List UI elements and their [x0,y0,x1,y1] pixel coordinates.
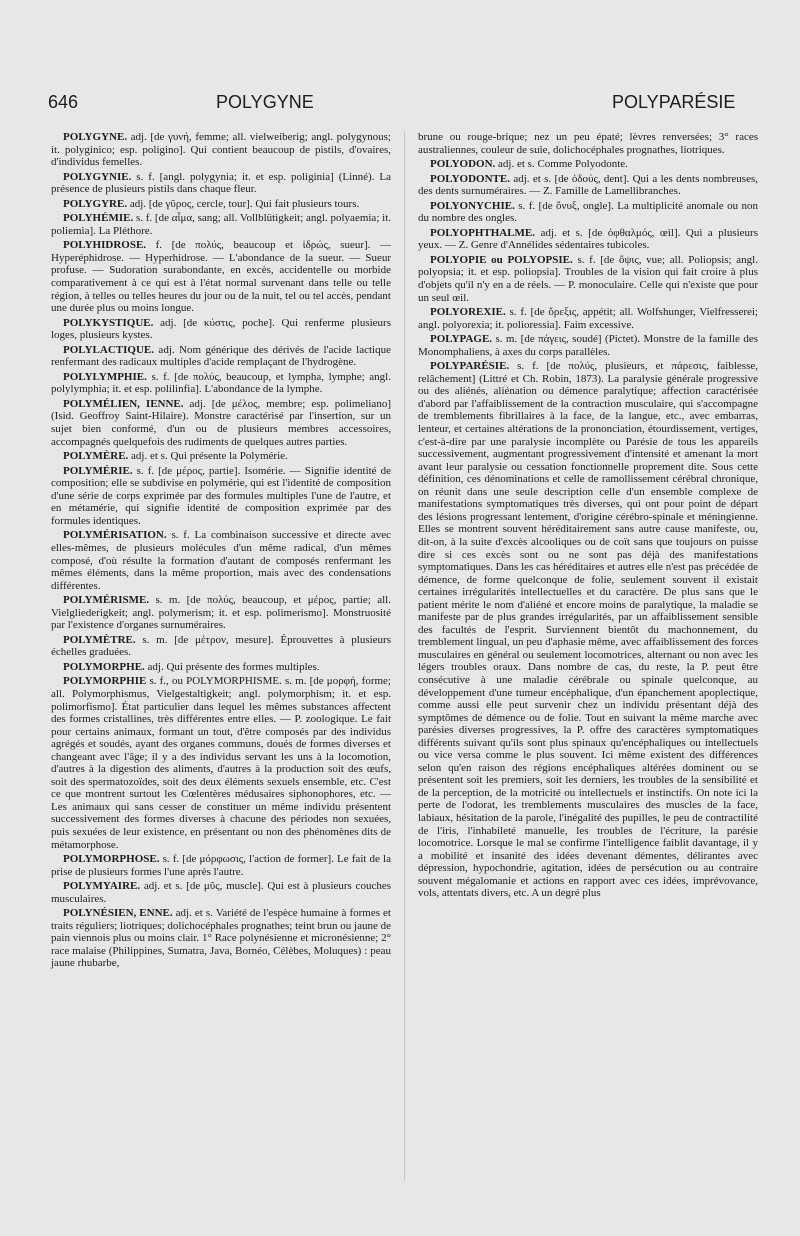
page-number: 646 [48,92,79,112]
entry-definition: adj. et s. Qui présente la Polymérie. [128,450,288,463]
entry-headword: POLYLYMPHIE. [63,370,147,383]
entry-headword: POLYMÈTRE. [63,633,136,646]
entry-definition: brune ou rouge-brique; nez un peu épaté; lèvres renversées; 3° races australiennes, couleur de suie, dolichocéphales prognathes, liotriques. [418,131,758,156]
dictionary-entry [418,333,758,358]
left-column [51,131,391,972]
dictionary-entry [51,634,391,659]
entry-headword: POLYMÉLIEN, IENNE. [63,397,184,410]
dictionary-entry [51,465,391,528]
entry-headword: POLYGYRE. [63,197,128,210]
entry-headword: POLYONYCHIE. [430,199,515,212]
entry-definition: s. m. [de πολύς, beaucoup, et μέρος, partie; all. Vielgliederigkeit; angl. polymerism; it. et esp. polimerismo]. Monstruosité par l'existence d'organes surnuméraires. [51,594,391,632]
entry-definition: adj. et s. Variété de l'espèce humaine à formes et traits réguliers; liotriques; dolichocéphales prognathes; teint brun ou jaune de pain viennois plus ou moins clair. 1° Race polynésienne et micronésienne; 2° race malaise (Philippines, Sumatra, Java, Bornéo, Célèbes, Moluques) : peau jaune rhubarbe, [51,907,391,970]
dictionary-entry [51,344,391,369]
column-gutter [404,131,405,1181]
entry-headword: POLYMYAIRE. [63,880,141,893]
entry-definition: s. f., ou POLYMORPHISME. s. m. [de μορφή, forme; all. Polymorphismus, Vielgestaltigkeit; angl. polymorphism; it. et esp. polimorfismo]. État particulier dans lequel les mêmes substances affectent des formes cristallines, très différentes entre elles. — P. zoologique. Le fait pour certains animaux, formant un tout, d'être composés par des individus agrégés et soudés, ayant des organes communs, doués de formes diverses et changeant avec l'âge; il y a des individus servant les uns à la locomotion, d'autres à la digestion des aliments, d'autres à la production soit des œufs, soit des spermatozoïdes, soit des deux éléments sexuels ensemble, etc. C'est ce que montrent surtout les Cœlentères médusaires siphonophores, etc. — Les animaux qui sans cesser de constituer un même individu présentent successivement des formes diverses à chacune des périodes non sexuées, puis sexuées de leur existence, en présentant ou non des phénomènes dits de métamorphose. [51,675,391,851]
entry-definition: s. f. [de μέρος, partie]. Isomérie. — Signifie identité de composition; elle se subdivise en polymérie, qui est l'identité de composition d'une série de corps exprimée par des formules multiples l'une de l'autre, et en métamérie, qui signifie identité de composition exprimée par des formules identiques. [51,464,391,527]
entry-definition: s. f. [de πολύς, beaucoup, et lympha, lymphe; angl. polylymphia; it. et esp. polilinfia]. L'abondance de la lymphe. [51,370,391,396]
running-head-right: POLYPARÉSIE [612,92,736,112]
dictionary-entry [51,212,391,237]
entry-definition: adj. [de γῦρος, cercle, tour]. Qui fait plusieurs tours. [127,197,360,210]
entry-definition: s. f. La combinaison successive et directe avec elles-mêmes, de plusieurs molécules d'un même radical, d'un mêmes composé, d'où résulte la formation d'autant de composés renfermant les mêmes éléments, dans la même proportion, mais avec des condensations différentes. [51,529,391,592]
dictionary-entry [418,158,758,171]
entry-headword: POLYOPHTHALME. [430,226,536,239]
entry-definition: adj. et s. [de μῦς, muscle]. Qui est à plusieurs couches musculaires. [51,880,391,905]
dictionary-entry [51,371,391,396]
entry-headword: POLYMORPHIE [63,675,147,688]
page-header [0,92,800,116]
dictionary-entry [51,131,391,169]
dictionary-entry [418,131,758,156]
entry-headword: POLYMORPHOSE. [63,853,160,866]
entry-headword: POLYMÉRISATION. [63,529,167,542]
dictionary-entry [51,198,391,211]
dictionary-entry [51,880,391,905]
dictionary-entry [418,173,758,198]
entry-headword: POLYNÉSIEN, ENNE. [63,907,173,920]
entry-definition: s. m. [de μέτρον, mesure]. Éprouvettes à plusieurs échelles graduées. [51,633,391,659]
entry-definition: s. f. [angl. polygynia; it. et esp. poliginia] (Linné). La présence de plusieurs pistils dans chaque fleur. [51,170,391,196]
entry-definition: adj. et s. Comme Polyodonte. [495,158,628,171]
entry-headword: POLYPARÉSIE. [430,360,510,373]
entry-headword: POLYHÉMIE. [63,212,134,225]
entry-definition: f. [de πολύς, beaucoup et ἱδρώς, sueur]. — Hyperéphidrose. — Hyperhidrose. — L'abondance de la sueur. — Sueur profuse. — Sudoration surabondante, en excès, accidentelle ou morbide comparativement à ce qui est à l'état normal survenant dans telle ou telle région, à telles ou telles heures du jour ou de la nuit, tel ou tel accès, pendant une durée plus ou moins longue. [51,239,391,315]
dictionary-entry [51,450,391,463]
entry-headword: POLYLACTIQUE. [63,343,154,356]
entry-definition: adj. [de κύστις, poche]. Qui renferme plusieurs loges, plusieurs kystes. [51,316,391,342]
entry-headword: POLYMÉRISME. [63,594,150,607]
dictionary-entry [51,317,391,342]
entry-definition: s. f. [de μόρφωσις, l'action de former]. Le fait de la prise de plusieurs formes l'une après l'autre. [51,853,391,878]
entry-definition: s. f. [de ὄνυξ, ongle]. La multiplicité anomale ou non du nombre des ongles. [418,199,758,225]
dictionary-entry [418,360,758,900]
entry-definition: s. f. [de πολύς, plusieurs, et πάρεσις, faiblesse, relâchement] (Littré et Ch. Robin, 1873). La paralysie générale progressive ou des aliénés, aliénation ou démence paralytique; affection caractérisée d'abord par l'affaiblissement de la contraction musculaire, qui s'accompagne de tremblements fibrillaires à la face, de la langue, etc., avec embarras, lenteur, et certaines altérations de la prononciation, étourdissement, vertiges, c'est-à-dire par une paralysie incomplète ou Parésie de tous les appareils successivement, augmentant progressivement d'intensité et amenant la mort avant leur paralysie ou cessation fonctionnelle proprement dite. Sous cette définition, ces dénominations et celle de ramollissement cérébral chronique, on réunit dans une seule description celle d'un ensemble complexe de manifestations symptomatiques très diverses, qui ont pour point de départ des lésions progressant lentement, d'origine cérébro-spinale et méningienne. Elles se montrent souvent héréditairement sans autre cause manifeste, ou, dit-on, à la suite d'excès alcooliques ou de coït sans que toujours on puisse dire si ces excès sont ou ne sont pas déjà des manifestations symptomatiques. Dans les cas héréditaires et autres elle n'est pas précédée de démence, de forme quelconque de folie, seulement souvent il existait certaines irrégularités intellectuelles et du caractère. De plus sans que le patient mérite le nom d'aliéné et encore moins de paralytique, la maladie se manifeste par de plus grandes irrégularités, par un affaiblissement sensible des facultés de l'esprit. Surviennent bientôt du machonnement, du tremblement lingual, un peu d'aphasie même, avec affaiblissement des forces musculaires en général ou seulement locomotrices, alternant ou non avec les légers troubles oraux. Dans nombre de cas, du reste, la P. peut être consécutive à une maladie cérébrale ou spinale quelconque, au développement d'une tumeur encéphalique, d'un épanchement apoplectique, comme aussi elle peut survenir chez un individu présentant déjà des symptômes de démence ou de folie. Tout en suivant la même marche avec parésies diverses progressives, la P. offre des caractères symptomatiques différents suivant qu'ils sont plus spinaux qu'encéphaliques ou intellectuels ou vice versa comme le plus souvent. Ici même existent des différences selon qu'en raison des régions encéphaliques altérées dominent ou se présentent soit les premiers, soit les derniers, les troubles de la sensibilité et de la perception, de la motricité ou intellectuels et instinctifs. On note ici la perte de l'odorat, les tremblements musculaires des muscles de la face, labiaux, hésitation de la parole, l'inégalité des pupilles, le peu de contractilité de l'iris, l'inhabileté manuelle, les troubles de l'écriture, la parésie locomotrice. Lorsque le mal se confirme l'intelligence faiblit davantage, il y a mobilité et insanité des idées devenant démentes, délirantes avec dépression, hypochondrie, agitation, idées de persécution ou au contraire souvent mégalomanie et actions en rapport avec ces idées, imprévovance, vols, attentats divers, etc. A un degré plus [418,360,758,900]
dictionary-entry [418,306,758,331]
entry-headword: POLYPAGE. [430,333,493,346]
entry-headword: POLYODON. [430,158,496,171]
dictionary-entry [51,594,391,632]
entry-headword: POLYMÉRIE. [63,464,133,477]
dictionary-entry [51,171,391,196]
entry-definition: adj. [de μέλος, membre; esp. polimeliano] (Isid. Geoffroy Saint-Hilaire). Monstre caractérisé par l'insertion, sur un sujet bien conformé, d'un ou de plusieurs membres accessoires, accompagnés quelquefois des rudiments de quelques autres parties. [51,397,391,448]
dictionary-entry [51,907,391,970]
entry-definition: adj. et s. [de ὀφθαλμός, œil]. Qui a plusieurs yeux. — Z. Genre d'Annélides sédentaires tubicoles. [418,226,758,252]
entry-definition: adj. Nom générique des dérivés de l'acide lactique renfermant des radicaux multiples d'acide remplaçant de l'hydrogène. [51,343,391,369]
entry-headword: POLYHIDROSE. [63,239,147,252]
entry-definition: adj. et s. [de ὀδούς, dent]. Qui a les dents nombreuses, des dents surnuméraires. — Z. Famille de Lamellibranches. [418,172,758,198]
right-column [418,131,758,902]
entry-definition: adj. Qui présente des formes multiples. [144,660,320,673]
dictionary-entry [51,529,391,592]
dictionary-entry [51,239,391,314]
dictionary-entry [51,853,391,878]
entry-headword: POLYKYSTIQUE. [63,316,154,329]
entry-definition: s. m. [de πάγεις, soudé] (Pictet). Monstre de la famille des Monomphaliens, à axes du corps parallèles. [418,333,758,358]
dictionary-entry [418,227,758,252]
entry-headword: POLYGYNE. [63,131,128,143]
dictionary-entry [51,661,391,674]
entry-headword: POLYOPIE ou POLYOPSIE. [430,253,573,266]
running-head-left: POLYGYNE [216,92,314,112]
dictionary-entry [418,200,758,225]
entry-headword: POLYMÈRE. [63,450,129,463]
entry-headword: POLYGYNIE. [63,170,132,183]
entry-definition: s. f. [de ὄρεξις, appétit; all. Wolfshunger, Vielfresserei; angl. polyorexia; it. polioressia]. Faim excessive. [418,306,758,331]
entry-headword: POLYMORPHE. [63,660,145,673]
entry-headword: POLYODONTE. [430,172,510,185]
dictionary-entry [51,675,391,851]
entry-definition: s. f. [de ὄψις, vue; all. Poliopsis; angl. polyopsia; it. et esp. poliopsia]. Troubles de la vision qui fait croire à plus d'objets qu'il n'y en a de réels. — P. monoculaire. Celle qui n'existe que pour un seul œil. [418,253,758,304]
dictionary-entry [418,254,758,304]
entry-headword: POLYOREXIE. [430,306,506,319]
entry-definition: s. f. [de αἷμα, sang; all. Vollblütigkeit; angl. polyaemia; it. poliemia]. La Pléthore. [51,212,391,237]
entry-definition: adj. [de γυνή, femme; all. vielweiberig; angl. polygynous; it. polyginico; esp. poligino]. Qui contient beaucoup de pistils, d'ovaires, d'individus femelles. [51,131,391,169]
dictionary-entry [51,398,391,448]
